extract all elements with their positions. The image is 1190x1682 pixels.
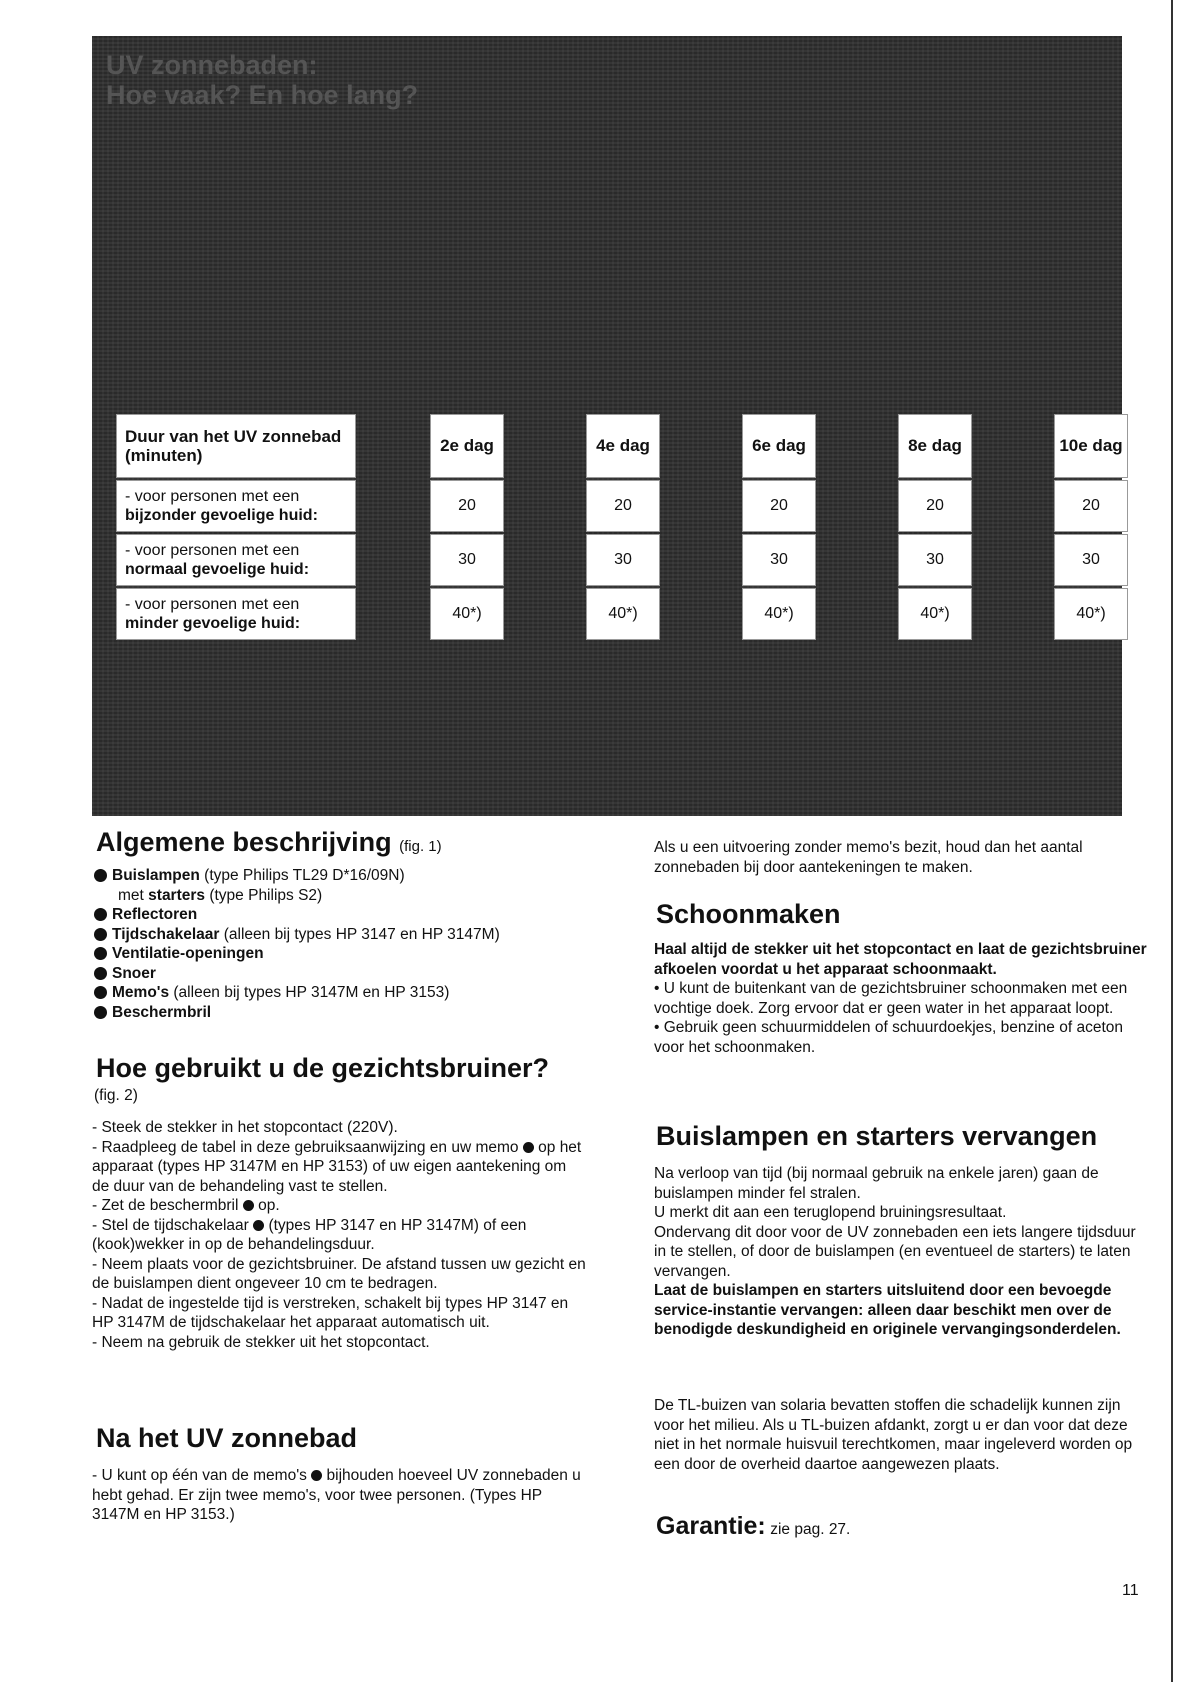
list-item: Buislampen (type Philips TL29 D*16/09N)	[94, 866, 594, 886]
table-cell: 40*)	[742, 588, 816, 640]
table-row-label: - voor personen met een bijzonder gevoelige huid:	[116, 480, 356, 532]
table-day-header: 2e dag	[430, 414, 504, 478]
garantie: Garantie: zie pag. 27.	[656, 1512, 851, 1540]
number-3-icon	[253, 1220, 264, 1231]
number-5-icon	[94, 967, 107, 980]
algemene-list	[94, 866, 594, 1022]
table-cell: 40*)	[898, 588, 972, 640]
hoe-steps: - Steek de stekker in het stopcontact (220V). - Raadpleeg de tabel in deze gebruiksaanwijzing en uw memo op het apparaat (types HP 3147M en HP 3153) of uw eigen aantekening om de duur van de behandeling vast te stellen. - Zet de beschermbril op. - Stel de tijdschakelaar (types HP 3147 en HP 3147M) of een (kook)wekker in op de behandelingsduur. - Neem plaats voor de gezichtsbruiner. De afstand tussen uw gezicht en de buislampen dient ongeveer 10 cm te bedragen. - Nadat de ingestelde tijd is verstreken, schakelt bij types HP 3147 en HP 3147M de tijdschakelaar het apparaat automatisch uit. - Neem na gebruik de stekker uit het stopcontact.	[92, 1119, 586, 1351]
na-text: - U kunt op één van de memo's bijhouden hoeveel UV zonnebaden u hebt gehad. Er zijn twee memo's, voor twee personen. (Types HP 3147M en HP 3153.)	[92, 1467, 581, 1523]
table-cell: 30	[898, 534, 972, 586]
table-cell: 30	[742, 534, 816, 586]
list-item: Tijdschakelaar (alleen bij types HP 3147 en HP 3147M)	[94, 925, 594, 945]
table-cell: 20	[430, 480, 504, 532]
table-day-header: 6e dag	[742, 414, 816, 478]
table-day-header: 4e dag	[586, 414, 660, 478]
schoon-title: Schoonmaken	[656, 899, 841, 929]
buis-title: Buislampen en starters vervangen	[656, 1121, 1098, 1151]
table-row-label: - voor personen met een normaal gevoelige huid:	[116, 534, 356, 586]
hoe-title: Hoe gebruikt u de gezichtsbruiner?	[96, 1053, 550, 1083]
number-6-icon	[523, 1142, 534, 1153]
table-row-label: - voor personen met een minder gevoelige huid:	[116, 588, 356, 640]
table-day-header: 8e dag	[898, 414, 972, 478]
schoon-text: Haal altijd de stekker uit het stopcontact en laat de gezichtsbruiner afkoelen voordat u het apparaat schoonmaakt. • U kunt de buitenkant van de gezichtsbruiner schoonmaken met een vochtige doek. Zorg ervoor dat er geen water in het apparaat loopt. • Gebruik geen schuurmiddelen of schuurdoekjes, benzine of aceton voor het schoonmaken.	[654, 941, 1147, 1056]
table-cell: 20	[898, 480, 972, 532]
number-7-icon	[243, 1200, 254, 1211]
number-3-icon	[94, 928, 107, 941]
list-item: Beschermbril	[94, 1003, 594, 1023]
list-item: Snoer	[94, 964, 594, 984]
table-cell: 30	[586, 534, 660, 586]
table-cell: 40*)	[1054, 588, 1128, 640]
list-item: met starters (type Philips S2)	[118, 886, 323, 904]
number-6-icon	[311, 1470, 322, 1481]
table-cell: 20	[586, 480, 660, 532]
page-edge-rule	[1171, 0, 1173, 1682]
page-number: 11	[1122, 1582, 1139, 1599]
number-1-icon	[94, 869, 107, 882]
na-title: Na het UV zonnebad	[96, 1423, 358, 1453]
buis-text: Na verloop van tijd (bij normaal gebruik na enkele jaren) gaan de buislampen minder fel stralen. U merkt dit aan een teruglopend bruiningsresultaat. Ondervang dit door voor de UV zonnebaden een iets langere tijdsduur in te stellen, of door de buislampen (en eventueel de starters) te laten vervangen. Laat de buislampen en starters uitsluitend door een bevoegde service-instantie vervangen: alleen daar beschikt men over de benodigde deskundigheid en originele vervangingsonderdelen.	[654, 1165, 1136, 1338]
list-item: Ventilatie-openingen	[94, 944, 594, 964]
table-cell: 30	[430, 534, 504, 586]
number-7-icon	[94, 1006, 107, 1019]
table-cell: 40*)	[430, 588, 504, 640]
table-header-label: Duur van het UV zonnebad (minuten)	[116, 414, 356, 478]
number-6-icon	[94, 986, 107, 999]
table-cell: 20	[742, 480, 816, 532]
list-item: Memo's (alleen bij types HP 3147M en HP 3153)	[94, 983, 594, 1003]
table-cell: 40*)	[586, 588, 660, 640]
right-intro: Als u een uitvoering zonder memo's bezit, houd dan het aantal zonnebaden bij door aantekeningen te maken.	[654, 839, 1083, 876]
number-2-icon	[94, 908, 107, 921]
hoe-fig: (fig. 2)	[94, 1087, 138, 1104]
panel-title: UV zonnebaden: Hoe vaak? En hoe lang?	[106, 50, 419, 110]
table-cell: 20	[1054, 480, 1128, 532]
number-4-icon	[94, 947, 107, 960]
table-day-header: 10e dag	[1054, 414, 1128, 478]
algemene-title: Algemene beschrijving (fig. 1)	[96, 827, 442, 857]
list-item: Reflectoren	[94, 905, 594, 925]
uv-panel	[92, 36, 1122, 816]
table-cell: 30	[1054, 534, 1128, 586]
tl-text: De TL-buizen van solaria bevatten stoffen die schadelijk kunnen zijn voor het milieu. Als u TL-buizen afdankt, zorgt u er dan voor dat deze niet in het normale huisvuil terechtkomen, maar ingeleverd worden op een door de overheid daartoe aangewezen plaats.	[654, 1397, 1133, 1473]
